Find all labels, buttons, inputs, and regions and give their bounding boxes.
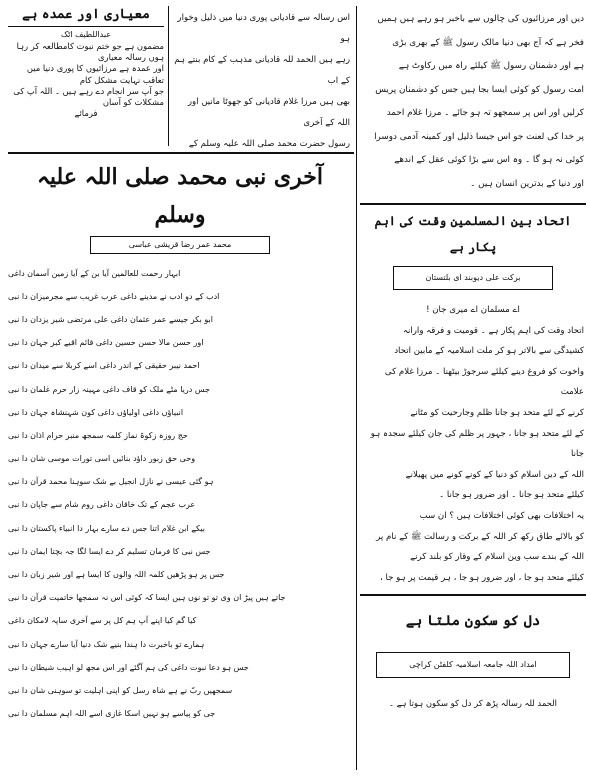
poem-line-text: حج روزہ زکوۃ نماز کلمہ سمجھ منبر حرام اذان دا نبی	[8, 430, 188, 440]
right-top-line: کرلیں اور اس پر سمجھو تہ ہو جائے ۔ مرزا غلام احمد	[386, 108, 584, 118]
poem-line-text: کیا گم کیا اپنے آپ ہم کل پر سے آخری ساپہ لامکان داغی	[8, 616, 197, 626]
section-rule	[8, 152, 354, 154]
right-top-line: امت رسول کو کوئی ایسا بجا ہیں جس کو دشمنان پریس	[375, 84, 584, 95]
poem-line	[8, 494, 352, 517]
poem-line-text: جی کو پیاسے ہو نہیں اسکا غازی اسے اللہ اہم مسلمان دا نبی	[8, 709, 216, 719]
poem-line	[8, 401, 352, 424]
left-top-line: فرمائے	[74, 108, 98, 119]
dil-line: الحمد للہ رسالہ پڑھ کر دل کو سکون ہوتا ہے ۔	[389, 698, 557, 708]
column-divider	[356, 6, 357, 770]
poem-line-text: جس نبی کا فرمان تسلیم کر دے ایسا لگا جہ بچتا ایمان دا نبی	[8, 546, 211, 556]
poem-line	[8, 355, 352, 378]
poem-line	[8, 332, 352, 355]
ittehad-line: کو بالائے طاق رکھ کر اللہ کے برکت و رسالت ﷺ کے نام پر	[376, 531, 584, 542]
poem-line-text: ہمارے تو باخبرت دا ہندا بنیے شک دنیا آیا سارے جہان دا نبی	[8, 639, 205, 649]
poem-line	[8, 471, 352, 494]
ittehad-line: اللہ کے دین اسلام کو دنیا کے کونے کونے میں پھیلانے	[405, 469, 584, 480]
poem-line	[8, 656, 352, 679]
ittehad-line: یہ اختلافات بھی کوئی اختلافات ہیں ؟ ان سب	[419, 510, 584, 521]
poem-line	[8, 703, 352, 726]
ittehad-line: واخوت کو فروغ دینے کیلئے سرجوڑ بیٹھنا ۔ مرزا غلام کی علامت	[384, 366, 584, 398]
main-article-title: آخری نبی محمد صلی اللہ علیہ وسلم	[37, 164, 323, 228]
ittehad-line: اتحاد وقت کی اہم پکار ہے ۔ قومیت و فرقہ وارانہ	[402, 325, 584, 336]
center-top-line: بھی ہیں مرزا غلام قادیانی کو جھوٹا مانیں اور اللہ کے آخری	[187, 97, 350, 128]
poem-line-text: وحی حق زبور داؤد بنائیں اسی تورات موسی شان دا نبی	[8, 454, 196, 464]
left-top-heading: معیاری اور عمدہ ہے	[8, 6, 164, 27]
poem-line-text: احمد نیبر حقیقی کے اندر داغی اسے کربلا سے میدان دا نبی	[8, 361, 200, 371]
ittehad-author-box	[393, 266, 553, 290]
ittehad-author: برکت علی دیوبند ای بلتستان	[425, 273, 521, 282]
poem-line	[8, 679, 352, 702]
poem-line-text: ابہار رحمت للعالمین آیا بن کے آیا زمین آسمان داغی	[8, 268, 181, 278]
poem-line-text: جاتے ہیں پیڑ ان وی تو تو نوں ہیں ایسا کہ کوئی اس نہ سمجھا خاتمیت قرآن دا نبی	[8, 593, 286, 603]
column-divider	[168, 6, 169, 146]
center-top-line: اس رسالہ سے قادیانی پوری دنیا میں ذلیل وخوار ہو	[177, 13, 350, 44]
right-top-line: فخر ہے کہ آج بھی دنیا مالک رسول ﷺ کے بھری بڑی	[392, 37, 584, 48]
poem-line	[8, 378, 352, 401]
dil-author: امداد اللہ جامعہ اسلامیہ کلفٹن کراچی	[409, 660, 537, 669]
left-top-line: اور عمدہ ہے مرزائیوں کا پوری دنیا میں تعاقب نہایت مشکل کام	[26, 63, 164, 85]
poem-line-text: اور حسن مالا حسن حسین داغی قائم اقیے کبر جہان دا نبی	[8, 338, 204, 348]
dil-author-box	[376, 652, 570, 678]
main-article-author: محمد عمر رضا قریشی عباسی	[128, 240, 232, 249]
ittehad-line: کیلئے متحد ہو جا ، اور ضرور ہو جا ، ہر قیمت پر ہو جا ،	[380, 572, 584, 583]
main-article	[8, 158, 352, 772]
ittehad-line: کرنے کے لئے متحد ہو جانا ظلم وجارحیت کو مٹانے	[410, 407, 584, 418]
poem-line-text: عرب عجم کے تک خاقان داغی روم شام سے جاپان دا نبی	[8, 500, 196, 510]
poem-line-text: بیکے ابن غلام اتنا جس دے سارے بہار دا انبیاء پاکستان دا نبی	[8, 523, 206, 533]
right-top-line: دیں اور مرزائیوں کی چالوں سے باخبر ہو رہے ہیں ہمیں	[377, 14, 584, 24]
poem-line	[8, 563, 352, 586]
poem-line	[8, 448, 352, 471]
poem-line	[8, 610, 352, 633]
poem-line-text: ابو بکر جیسے عمر عثمان داغی علی مرتضی شیر یزدان دا نبی	[8, 314, 213, 324]
left-top-byline: عبداللطیف اٹک	[60, 30, 112, 39]
poem-line	[8, 424, 352, 447]
left-top-line: جو آپ سر انجام دے رہے ہیں ۔ اللہ آپ کی مشکلات کو آسان	[13, 85, 164, 108]
right-top-line: کوئی نہ ہو گا ۔ وہ اس سے بڑا کوئی عقل کے اندھے	[394, 155, 584, 165]
dil-article	[362, 600, 584, 770]
poem-line-text: جس ہو دعا نبوت داغی کی ہم آگئے اور اس مجھ لو اہیب شیطان دا نبی	[8, 662, 249, 672]
left-top-column	[8, 6, 164, 134]
ittehad-line: کیلئے متحد ہو جانا ۔ اور ضرور ہو جانا ۔	[439, 490, 584, 501]
ittehad-line: اللہ کے بندے سب وین اسلام کے وقار کو بلند کرنے	[410, 552, 584, 563]
ittehad-line: کے لئے متحد ہو جانا ، جہور پر ظلم کی جان کیلئے سجدہ ہو جانا	[370, 428, 584, 460]
poem-line-text: ادب کے دو ادب نے مدینے داغی عرب غریب سے مجرمیزان دا نبی	[8, 291, 220, 301]
poem-line-text: سمجھیں ربّ نے ہے شاہ رسل کو اپنی اہلیت تو سوہنی شان دا نبی	[8, 685, 233, 695]
center-top-column	[174, 8, 350, 148]
section-rule	[360, 594, 586, 596]
left-top-line: مضمون ہے جو ختم نبوت کامطالعہ کر رہا ہوں رسالہ معیاری	[16, 41, 164, 63]
center-top-line: رہے ہیں الحمد للہ قادیانی مذہب کے کام بنتے ہم کے اب	[174, 55, 350, 86]
dil-article-title: دل کو سکون ملتا ہے	[405, 613, 541, 629]
ittehad-line: اے مسلمان اے میری جان !	[426, 305, 520, 315]
right-top-line: ہے اور دشمنان رسول ﷺ کیلئے راہ میں رکاوٹ ہے	[398, 61, 584, 71]
right-top-line: پر خدا کی لعنت جو اس جیسا ذلیل اور کمینہ آدمی دوسرا	[374, 131, 584, 142]
section-rule	[360, 203, 586, 205]
poem-line	[8, 517, 352, 540]
poem-line-text: جس پر ہو پڑھیں کلمہ اللہ والوں کا ایسا ہے اور شیر زبان دا نبی	[8, 570, 225, 580]
poem-line	[8, 285, 352, 308]
ittehad-article	[362, 208, 584, 588]
right-top-line: اور دنیا کے بدترین انسان ہیں ۔	[470, 178, 584, 189]
poem-line-text: ہو گئی عیسی نے نازل انجیل بے شک سوہنا محمد قرآن دا نبی	[8, 477, 214, 487]
poem-line	[8, 587, 352, 610]
poem-line	[8, 262, 352, 285]
poem-line-text: جس دریا مٹے ملک کو قاف داغی مہینہ زار حرم غلمان دا نبی	[8, 384, 210, 394]
ittehad-line: کشیدگی سے بالاتر ہو کر ملت اسلامیہ کے مابین اتحاد	[394, 346, 584, 357]
poem-line-text: انبیاؤں داغی اولیاؤں داغی کون شہنشاہ جہان دا نبی	[8, 407, 184, 417]
main-article-author-box	[90, 236, 270, 254]
poem-line	[8, 540, 352, 563]
center-top-line: رسول حضرت محمد صلی اللہ علیہ وسلم کے	[188, 139, 350, 148]
right-top-column	[362, 8, 584, 198]
ittehad-article-title: اتحاد بین المسلمین وقت کی اہم پکار ہے	[374, 214, 572, 254]
poem-line	[8, 308, 352, 331]
poem-line	[8, 633, 352, 656]
